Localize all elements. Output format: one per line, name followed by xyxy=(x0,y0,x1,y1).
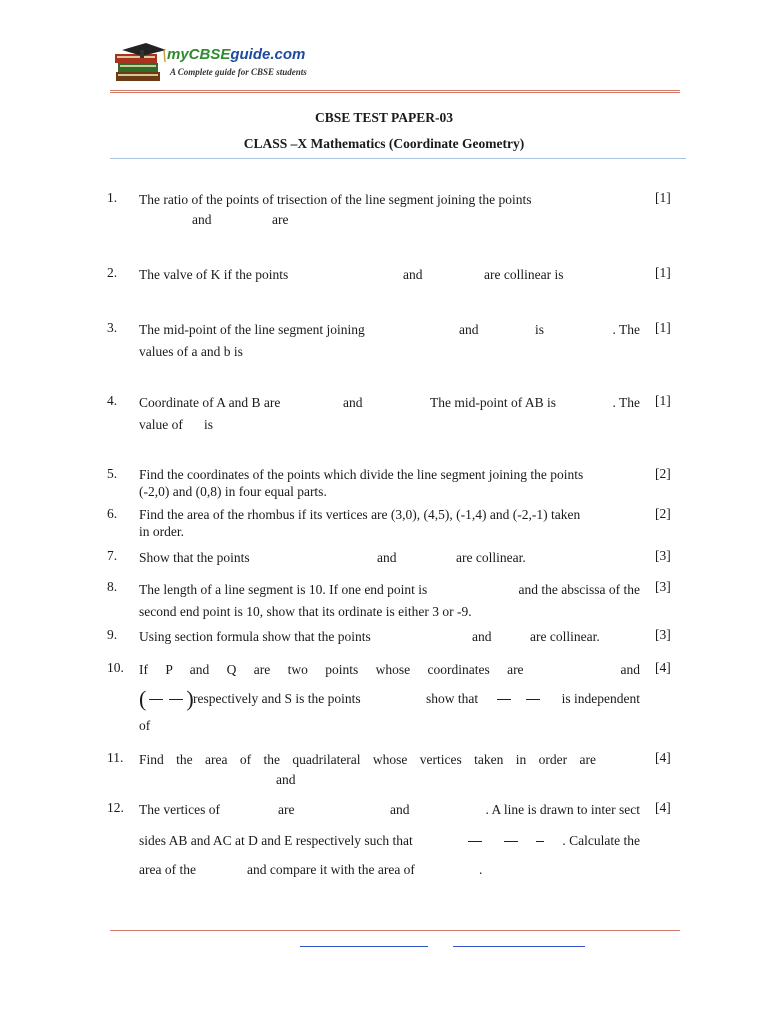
question-text: . A line is drawn to inter sect xyxy=(485,802,640,817)
question-text: show that xyxy=(426,691,479,706)
question-text: and xyxy=(403,267,423,282)
question-number: 4. xyxy=(107,393,118,408)
question-text: are collinear. xyxy=(530,629,600,644)
question-text: The mid-point of AB is xyxy=(430,395,556,410)
question-text: sides AB and AC at D and E respectively such that xyxy=(139,833,413,848)
logo-title-part1: myCBSE xyxy=(167,46,231,63)
title-divider xyxy=(110,158,686,159)
question-text: is independent xyxy=(561,691,640,706)
fraction-expression xyxy=(465,826,485,856)
question-marks: [3] xyxy=(655,627,671,642)
question-number: 7. xyxy=(107,548,118,563)
fraction-expression xyxy=(501,826,521,856)
question-text: are xyxy=(278,802,295,817)
question-number: 3. xyxy=(107,320,118,335)
question-text: Using section formula show that the points xyxy=(139,629,371,644)
question-number: 8. xyxy=(107,579,118,594)
fraction-expression xyxy=(533,826,547,856)
question-marks: [3] xyxy=(655,579,671,594)
question-text: . Calculate the xyxy=(562,833,640,848)
question-text: value of xyxy=(139,417,183,432)
site-logo xyxy=(112,40,312,86)
fraction-expression: ( ) xyxy=(139,686,194,711)
question-text: Coordinate of A and B are xyxy=(139,395,281,410)
question-text: The vertices of xyxy=(139,802,220,817)
question-text: . The xyxy=(612,322,640,337)
footer-link-2[interactable] xyxy=(453,946,585,947)
question-number: 9. xyxy=(107,627,118,642)
question-text: second end point is 10, show that its ordinate is either 3 or -9. xyxy=(139,604,472,619)
paper-title: CBSE TEST PAPER-03 xyxy=(314,110,454,125)
question-text: are collinear. xyxy=(456,550,526,565)
question-number: 2. xyxy=(107,265,118,280)
question-marks: [1] xyxy=(655,393,671,408)
question-text: and compare it with the area of xyxy=(247,862,415,877)
question-text: and xyxy=(472,629,492,644)
fraction-expression xyxy=(494,680,514,718)
question-number: 12. xyxy=(107,800,124,815)
question-marks: [4] xyxy=(655,660,671,675)
question-text: and xyxy=(192,212,212,227)
question-number: 6. xyxy=(107,506,118,521)
header-rule-top xyxy=(110,90,680,91)
question-text: is xyxy=(204,417,214,432)
question-marks: [4] xyxy=(655,800,671,815)
books-logo-icon xyxy=(112,42,168,84)
question-text: are xyxy=(272,212,289,227)
question-text: The mid-point of the line segment joining xyxy=(139,322,365,337)
question-text: values of a and b is xyxy=(139,344,243,359)
question-text: (-2,0) and (0,8) in four equal parts. xyxy=(139,484,327,499)
question-number: 11. xyxy=(107,750,124,765)
paper-subtitle: CLASS –X Mathematics (Coordinate Geometry) xyxy=(243,136,525,151)
question-text: The valve of K if the points xyxy=(139,267,289,282)
logo-tagline: A Complete guide for CBSE students xyxy=(170,67,307,77)
question-text: are collinear is xyxy=(484,267,564,282)
question-text: Find the area of the quadrilateral whose vertices taken in order are xyxy=(139,752,596,767)
question-text: and the abscissa of the xyxy=(518,582,640,597)
question-text: and xyxy=(390,802,410,817)
question-text: and xyxy=(276,772,296,787)
footer-rule xyxy=(110,930,680,931)
logo-title xyxy=(167,46,305,63)
question-text: . xyxy=(479,862,483,877)
question-number: 5. xyxy=(107,466,118,481)
question-text: area of the xyxy=(139,862,196,877)
question-text: and xyxy=(377,550,397,565)
question-text: is xyxy=(535,322,545,337)
question-text: of xyxy=(139,718,151,733)
question-text: respectively and S is the points xyxy=(193,691,361,706)
question-text: . The xyxy=(612,395,640,410)
question-text: The length of a line segment is 10. If one end point is xyxy=(139,582,428,597)
question-marks: [2] xyxy=(655,506,671,521)
question-marks: [3] xyxy=(655,548,671,563)
logo-title-part2: guide.com xyxy=(230,46,306,63)
question-text: in order. xyxy=(139,524,184,539)
question-marks: [4] xyxy=(655,750,671,765)
question-marks: [2] xyxy=(655,466,671,481)
question-number: 10. xyxy=(107,660,124,675)
question-number: 1. xyxy=(107,190,118,205)
question-text: Find the coordinates of the points which divide the line segment joining the points xyxy=(139,467,584,482)
question-marks: [1] xyxy=(655,265,671,280)
question-marks: [1] xyxy=(655,190,671,205)
question-text: and xyxy=(343,395,363,410)
question-text: Find the area of the rhombus if its vertices are (3,0), (4,5), (-1,4) and (-2,-1) taken xyxy=(139,507,581,522)
question-marks: [1] xyxy=(655,320,671,335)
question-text: and xyxy=(459,322,479,337)
question-text: If P and Q are two points whose coordinates are xyxy=(139,662,524,677)
question-text: The ratio of the points of trisection of the line segment joining the points xyxy=(139,192,532,207)
footer-link-1[interactable] xyxy=(300,946,428,947)
question-text: Show that the points xyxy=(139,550,250,565)
header-rule-bottom xyxy=(110,92,680,93)
fraction-expression xyxy=(523,680,543,718)
question-text: and xyxy=(620,662,640,677)
